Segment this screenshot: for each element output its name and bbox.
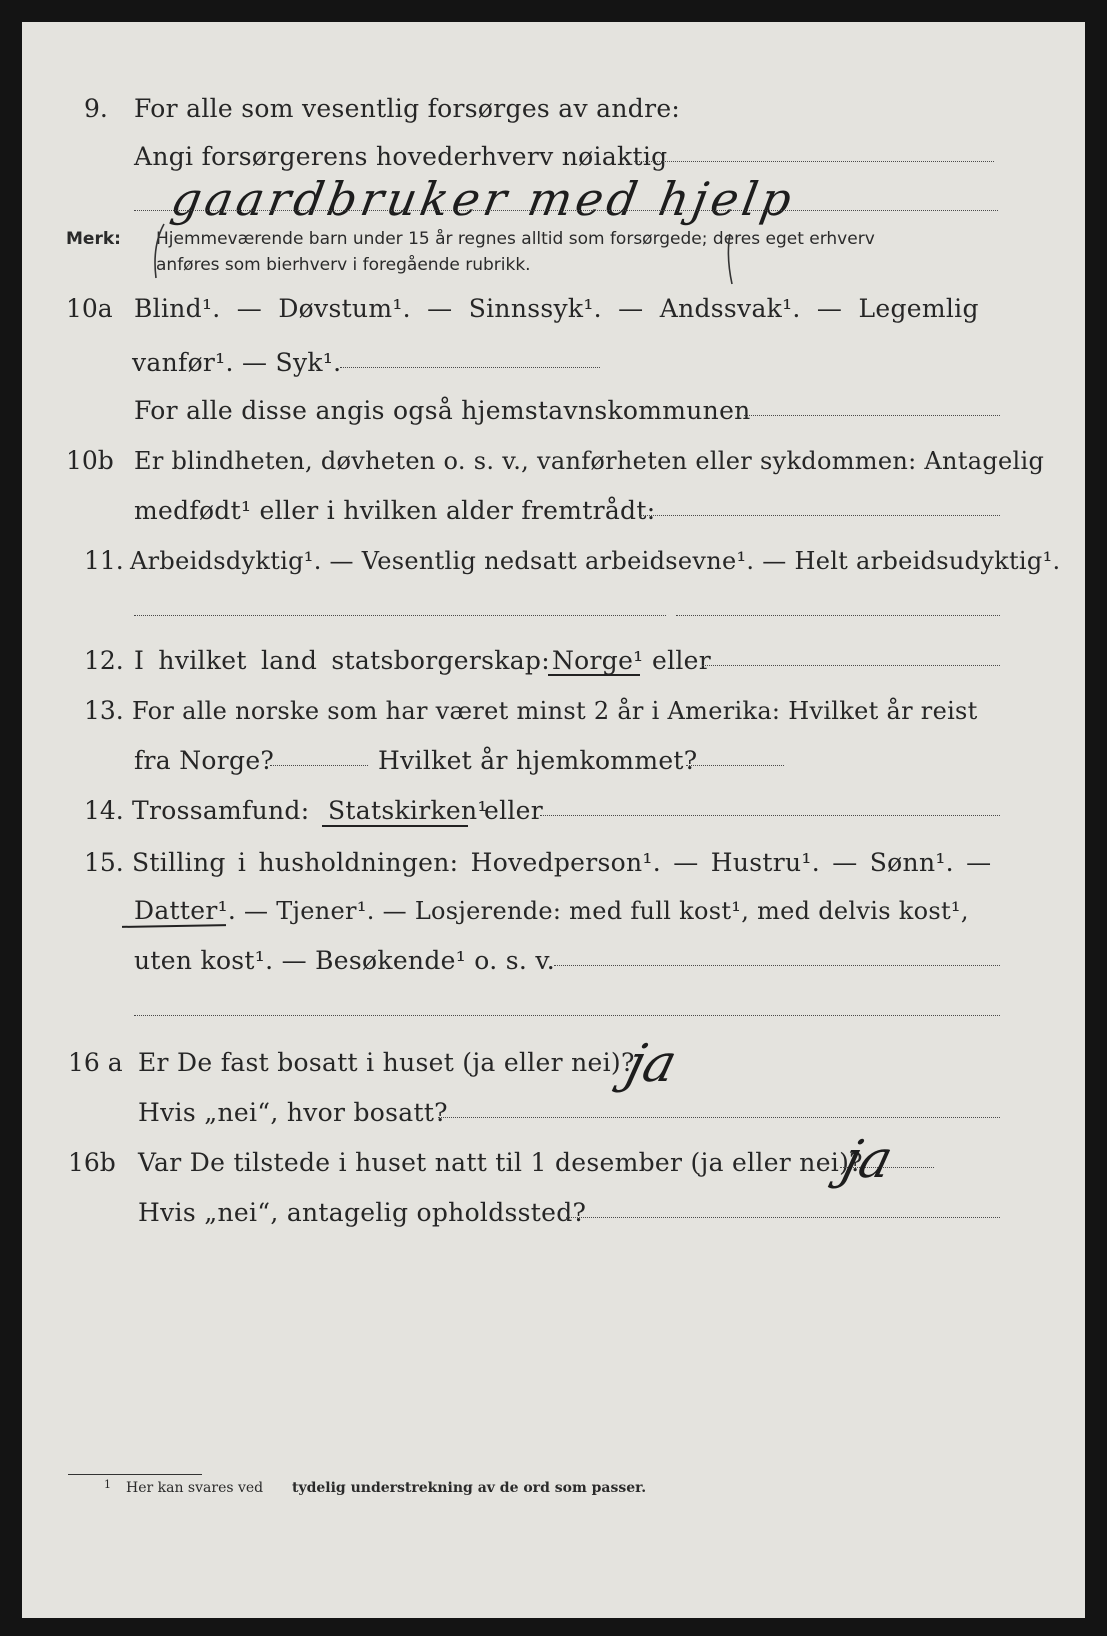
q15-answer-line xyxy=(554,965,1000,966)
footnote-rule xyxy=(68,1474,202,1475)
q15-question-line2: — Tjener¹. — Losjerende: med full kost¹, med delvis kost¹, xyxy=(244,897,969,925)
q11-answer-line-a xyxy=(134,615,666,616)
q15-number: 15. xyxy=(84,848,124,877)
q15-answer-line2 xyxy=(134,1015,1000,1016)
merk-note-line1: Hjemmeværende barn under 15 år regnes alltid som forsørgede; deres eget erhverv xyxy=(156,229,875,249)
q10a-number: 10a xyxy=(66,294,113,323)
q9-number: 9. xyxy=(84,94,108,123)
q10a-question-line2: vanfør¹. — Syk¹. xyxy=(132,348,342,377)
q10a-answer-line xyxy=(340,367,600,368)
q13-question-line2b: Hvilket år hjemkommet? xyxy=(378,746,698,775)
q13-hjemkommet-line xyxy=(686,765,784,766)
q14-answer-line xyxy=(540,815,1000,816)
q12-choice-norge: Norge¹ xyxy=(552,646,644,675)
q12-number: 12. xyxy=(84,646,124,675)
q10a-question-line3: For alle disse angis også hjemstavnskommunen xyxy=(134,396,751,425)
q11-question-line1: Arbeidsdyktig¹. — Vesentlig nedsatt arbeidsevne¹. — Helt arbeidsudyktig¹. xyxy=(130,547,1061,575)
q16b-question-line2: Hvis „nei“, antagelig opholdssted? xyxy=(138,1198,587,1227)
q15-question-line1: Stilling i husholdningen: Hovedperson¹. — Hustru¹. — Sønn¹. — xyxy=(132,848,992,877)
q14-underline-mark xyxy=(322,825,468,827)
q12-underline-mark xyxy=(548,674,640,676)
q16a-question-line1: Er De fast bosatt i huset (ja eller nei)? xyxy=(138,1048,635,1077)
q15-choice-datter: Datter¹. xyxy=(134,896,237,925)
q10b-question-line2: medfødt¹ eller i hvilken alder fremtrådt: xyxy=(134,496,656,525)
q16a-handwritten-answer: ja xyxy=(620,1034,683,1094)
q16b-handwritten-answer: ja xyxy=(836,1130,899,1190)
q13-reist-line xyxy=(270,765,368,766)
q13-question-line2a: fra Norge? xyxy=(134,746,275,775)
q11-number: 11. xyxy=(84,546,124,575)
q12-answer-line xyxy=(702,665,1000,666)
q10a-question-line1: Blind¹. — Døvstum¹. — Sinnssyk¹. — Andssvak¹. — Legemlig xyxy=(134,294,979,323)
handwritten-bracket-marks xyxy=(148,216,998,286)
q10b-answer-line xyxy=(640,515,1000,516)
q14-eller: eller xyxy=(484,796,544,825)
q16a-number: 16 a xyxy=(68,1048,123,1077)
q12-question: I hvilket land statsborgerskap: xyxy=(134,646,550,675)
census-form-page xyxy=(22,22,1085,1618)
q16b-question-line1: Var De tilstede i huset natt til 1 desember (ja eller nei)? xyxy=(138,1148,863,1177)
footnote-mark: 1 xyxy=(104,1478,111,1491)
q16b-opholdssted-line xyxy=(566,1217,1000,1218)
merk-note-line2: anføres som bierhverv i foregående rubrikk. xyxy=(156,255,531,275)
footnote-text-b: tydelig understrekning av de ord som passer. xyxy=(292,1480,647,1496)
q16b-number: 16b xyxy=(68,1148,116,1177)
q16a-question-line2: Hvis „nei“, hvor bosatt? xyxy=(138,1098,448,1127)
q15-underline-mark xyxy=(122,924,226,928)
q14-question: Trossamfund: xyxy=(132,796,310,825)
q10b-number: 10b xyxy=(66,446,114,475)
q9-question-line1: For alle som vesentlig forsørges av andre: xyxy=(134,94,681,123)
q9-answer-line2 xyxy=(134,210,998,211)
q10a-hjemstavn-line xyxy=(744,415,1000,416)
q9-answer-line xyxy=(634,161,994,162)
footnote-text-a: Her kan svares ved xyxy=(126,1480,264,1496)
q15-question-line3: uten kost¹. — Besøkende¹ o. s. v. xyxy=(134,946,556,975)
q9-handwritten-answer: gaardbruker med hjelp xyxy=(167,172,800,226)
q12-eller: eller xyxy=(652,646,712,675)
q16a-answer-line xyxy=(438,1117,1000,1118)
q14-number: 14. xyxy=(84,796,124,825)
q11-answer-line-b xyxy=(676,615,1000,616)
q13-number: 13. xyxy=(84,696,124,725)
q9-question-line2: Angi forsørgerens hovederhverv nøiaktig xyxy=(134,142,668,171)
q13-question-line1: For alle norske som har været minst 2 år i Amerika: Hvilket år reist xyxy=(132,697,978,725)
q10b-question-line1: Er blindheten, døvheten o. s. v., vanførheten eller sykdommen: Antagelig xyxy=(134,447,1045,475)
q14-choice-statskirken: Statskirken¹ xyxy=(328,796,488,825)
merk-label: Merk: xyxy=(66,229,121,249)
